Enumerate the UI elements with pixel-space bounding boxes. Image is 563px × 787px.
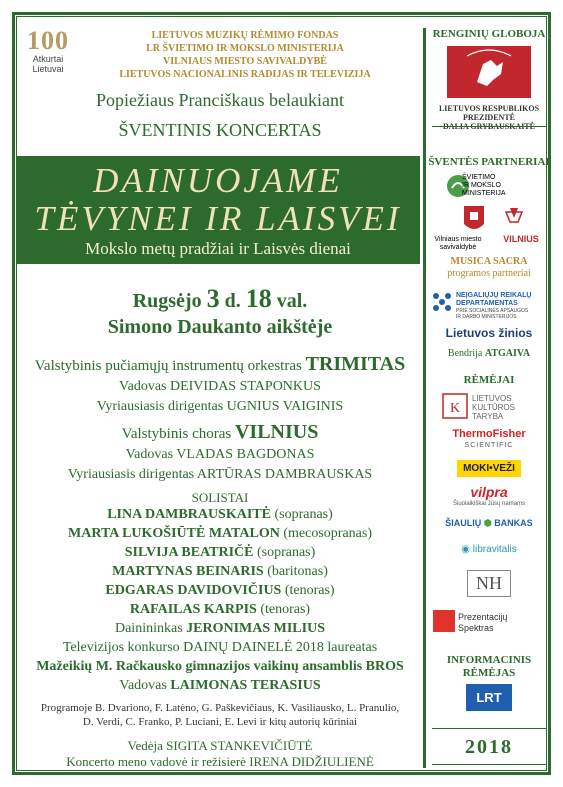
person-name: DEIVIDAS STAPONKUS — [169, 379, 321, 394]
year-rule-bottom — [432, 764, 546, 765]
nh-logo — [428, 570, 550, 597]
person-name: VLADAS BAGDONAS — [176, 447, 315, 462]
orchestra-line — [20, 353, 420, 375]
atgaiva-name: ATGAIVA — [484, 348, 531, 359]
tv-contest-name: DAINŲ DAINELĖ 2018 — [183, 640, 324, 655]
nh-text: NH — [467, 570, 511, 597]
tv-line — [20, 639, 420, 656]
lkt-line-2: KULTŪROS — [472, 403, 515, 412]
thermofisher-logo — [428, 428, 550, 452]
prezentaciju-text — [458, 612, 548, 634]
soloist-1 — [20, 506, 420, 523]
prezentaciju-icon — [433, 610, 455, 632]
organizer-line-1: LIETUVOS MUZIKŲ RĖMIMO FONDAS — [151, 30, 339, 41]
atgaiva-prefix: Bendrija — [447, 348, 483, 359]
supporters-heading: RĖMĖJAI — [463, 374, 515, 386]
soloist-role: (tenoras) — [284, 583, 335, 598]
column-divider — [423, 28, 426, 768]
department-line-2: DEPARTAMENTAS — [456, 300, 518, 307]
choir-conductor — [20, 466, 420, 483]
lrt-text: LRT — [466, 684, 511, 711]
host-line — [20, 737, 420, 754]
role-label: Vyriausiasis dirigentas — [67, 467, 195, 482]
person-name: SIGITA STANKEVIČIŪTĖ — [166, 738, 313, 753]
date-hour: 18 — [245, 284, 272, 313]
partners-heading: ŠVENTĖS PARTNERIAI — [428, 156, 550, 168]
soloist-role: (mecosopranas) — [283, 526, 372, 541]
ensemble-leader — [20, 677, 420, 694]
role-label: Dainininkas — [114, 621, 183, 636]
singer-line — [20, 620, 420, 637]
role-label: Vadovas — [125, 447, 174, 462]
soloist-name: SILVIJA BEATRIČĖ — [124, 545, 254, 560]
person-name: UGNIUS VAIGINIS — [226, 399, 344, 414]
siauliu-text: ŠIAULIŲ — [445, 518, 482, 528]
lrt-logo — [428, 684, 550, 711]
info-heading-1: INFORMACINIS — [446, 654, 532, 666]
orchestra-name: TRIMITAS — [305, 353, 406, 375]
sidebar-divider — [432, 126, 546, 127]
bankas-icon: ⬢ — [483, 518, 492, 528]
lkt-logo — [440, 392, 470, 425]
department-text — [456, 292, 550, 320]
ministry-line-2: IR MOKSLO — [462, 182, 501, 189]
event-date — [20, 284, 420, 314]
thermo-name: ThermoFisher — [452, 428, 526, 440]
musica-sacra-sub: programos partneriai — [447, 268, 531, 279]
tv-prefix: Televizijos konkurso — [62, 640, 180, 655]
choir-name: VILNIUS — [234, 421, 319, 443]
repertoire-line-1: Programoje B. Dvariono, F. Latėno, G. Paškevičiaus, K. Vasiliausko, L. Pranulio, — [40, 702, 400, 714]
department-line-3: PRIE SOCIALINĖS APSAUGOS — [456, 308, 529, 314]
soloist-role: (sopranas) — [256, 545, 316, 560]
vilpra-logo: vilpra — [470, 484, 508, 500]
ensemble-name: BROS — [365, 659, 404, 674]
lkt-line-1: LIETUVOS — [472, 394, 512, 403]
ministry-text — [462, 174, 542, 198]
role-label: Vyriausiasis dirigentas — [96, 399, 224, 414]
orchestra-prefix: Valstybinis pučiamųjų instrumentų orkestras — [34, 358, 302, 374]
lkt-icon — [441, 392, 469, 420]
banner-subtitle: Mokslo metų pradžiai ir Laisvės dienai — [85, 239, 351, 258]
siauliu-bankas-logo — [428, 518, 550, 529]
soloist-2 — [20, 525, 420, 542]
mokivezi-logo — [428, 458, 550, 477]
prelude-line-2: ŠVENTINIS KONCERTAS — [118, 120, 322, 140]
vytis-icon — [447, 46, 531, 98]
vilnius-coat-icon — [434, 204, 544, 234]
prelude-line-1: Popiežiaus Pranciškaus belaukiant — [96, 90, 344, 110]
soloist-3 — [20, 544, 420, 561]
president-emblem — [428, 46, 550, 102]
orchestra-conductor — [20, 398, 420, 415]
libravitalis-icon: ◉ — [461, 544, 471, 555]
libravitalis-text: libravitalis — [472, 544, 517, 555]
logo-number: 100 — [27, 26, 69, 55]
soloist-6 — [20, 601, 420, 618]
choir-line — [20, 421, 420, 443]
person-name: JERONIMAS MILIUS — [186, 621, 325, 636]
logo-text-1: Atkurtai — [32, 54, 64, 64]
role-label: Vedėja — [127, 738, 163, 753]
role-label: Vadovas — [119, 379, 167, 394]
ministry-line-1: ŠVIETIMO — [462, 174, 496, 181]
soloist-name: EDGARAS DAVIDOVIČIUS — [105, 583, 282, 598]
date-val: val. — [276, 290, 308, 312]
soloist-name: RAFAILAS KARPIS — [129, 602, 257, 617]
organizer-line-4: LIETUVOS NACIONALINIS RADIJAS IR TELEVIZIJA — [119, 69, 371, 80]
patronage-heading: RENGINIŲ GLOBOJA — [432, 28, 546, 40]
mokivezi-text: MOKI•VEŽI — [457, 460, 521, 477]
organizer-line-3: VILNIAUS MIESTO SAVIVALDYBĖ — [163, 56, 327, 67]
soloist-5 — [20, 582, 420, 599]
bankas-text: BANKAS — [494, 518, 533, 528]
vilnius-wordmark: VILNIUS — [503, 234, 539, 244]
soloist-role: (baritonas) — [267, 564, 328, 579]
musica-sacra-heading: MUSICA SACRA — [450, 256, 528, 267]
department-line-4: IR DARBO MINISTERIJOS — [456, 314, 517, 320]
prezentaciju-logo — [432, 610, 456, 637]
lietuvos-zinios-logo: Lietuvos žinios — [445, 326, 533, 340]
date-month: Rugsėjo — [132, 290, 202, 312]
person-name: IRENA DIDŽIULIENĖ — [249, 754, 374, 769]
choir-leader — [20, 446, 420, 463]
event-place: Simono Daukanto aikštėje — [107, 316, 333, 338]
orchestra-leader — [20, 378, 420, 395]
thermo-sub: SCIENTIFIC — [464, 442, 514, 449]
libravitalis-logo — [428, 544, 550, 555]
soloist-role: (tenoras) — [260, 602, 311, 617]
title-banner — [16, 156, 420, 264]
prezentaciju-line-2: Spektras — [458, 623, 494, 633]
organizer-line-2: LR ŠVIETIMO IR MOKSLO MINISTERIJA — [146, 43, 344, 54]
person-name: LAIMONAS TERASIUS — [170, 678, 321, 693]
person-name: ARTŪRAS DAMBRAUSKAS — [196, 467, 373, 482]
lkt-text — [472, 394, 548, 421]
department-logo — [430, 290, 454, 319]
soloist-name: MARTA LUKOŠIŪTĖ MATALON — [68, 526, 280, 541]
soloist-4 — [20, 563, 420, 580]
role-label: Koncerto meno vadovė ir režisierė — [66, 754, 246, 769]
title-line-1: DAINUOJAME — [93, 161, 343, 200]
year-rule-top — [432, 728, 546, 729]
title-line-2: TĖVYNEI IR LAISVEI — [34, 199, 402, 238]
vilnius-savivaldybe: Vilniaus miesto savivaldybė — [434, 236, 482, 251]
role-label: Vadovas — [119, 678, 167, 693]
director-line — [20, 753, 420, 770]
lkt-line-3: TARYBA — [472, 412, 504, 421]
poster-year: 2018 — [465, 736, 513, 758]
ensemble-prefix: Mažeikių M. Račkausko gimnazijos vaikinų ansamblis — [36, 659, 363, 674]
date-d: d. — [224, 290, 241, 312]
department-icon — [430, 290, 454, 314]
repertoire-line-2: D. Verdi, C. Franko, P. Luciani, E. Levi ir kitų autorių kūriniai — [82, 716, 358, 728]
logo-text-2: Lietuvai — [32, 64, 64, 74]
atgaiva-logo — [428, 348, 550, 359]
ensemble-line — [20, 658, 420, 675]
soloist-name: MARTYNAS BEINARIS — [112, 564, 264, 579]
department-line-1: NEĮGALIŲJŲ REIKALŲ — [456, 292, 532, 299]
atkurtai-lietuvai-logo — [22, 28, 74, 74]
patronage-line-1: LIETUVOS RESPUBLIKOS PREZIDENTĖ — [438, 104, 540, 122]
ministry-line-3: MINISTERIJA — [462, 190, 506, 197]
tv-suffix: laureatas — [327, 640, 378, 655]
soloist-role: (sopranas) — [274, 507, 333, 522]
date-day: 3 — [206, 284, 220, 313]
vilpra-sub: Šiuolaikiškai Jūsų namams — [452, 501, 526, 507]
soloists-heading: SOLISTAI — [191, 490, 249, 505]
prezentaciju-line-1: Prezentacijų — [458, 612, 508, 622]
info-heading-2: RĖMĖJAS — [462, 667, 516, 679]
svg-text:K: K — [449, 401, 461, 416]
choir-prefix: Valstybinis choras — [121, 426, 232, 442]
soloist-name: LINA DAMBRAUSKAITĖ — [107, 507, 271, 522]
